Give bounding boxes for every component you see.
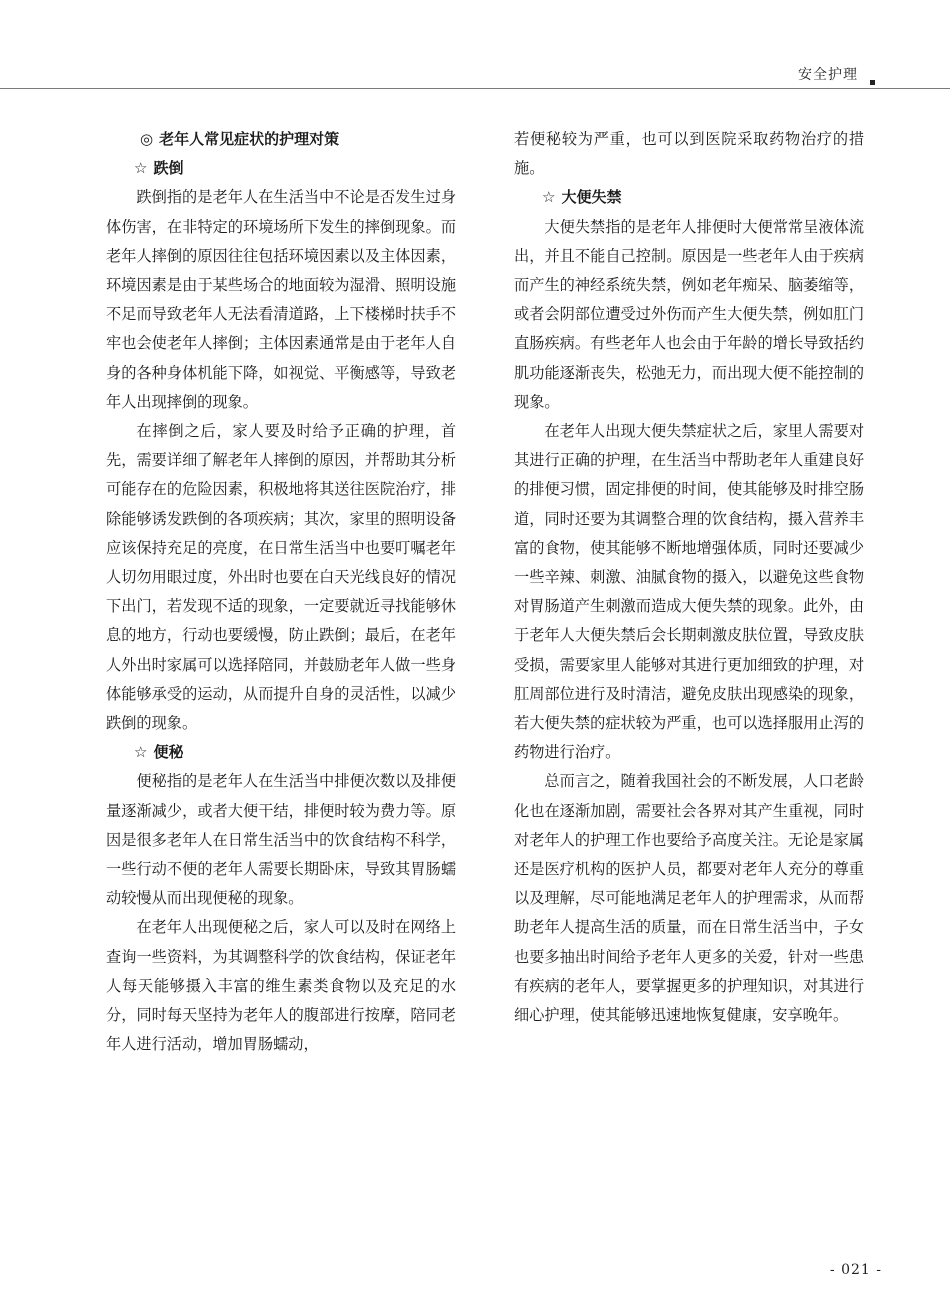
page-number: - 021 - <box>829 1262 882 1278</box>
circle-symbol-icon: ◎ <box>140 130 154 148</box>
star-symbol-icon: ☆ <box>542 188 556 207</box>
section-title: 跌倒 <box>153 159 184 178</box>
right-column <box>514 125 864 1030</box>
section-heading-incontinence <box>514 183 864 212</box>
main-heading-text: 老年人常见症状的护理对策 <box>159 130 340 148</box>
left-column <box>106 125 456 1060</box>
paragraph: 跌倒指的是老年人在生活当中不论是否发生过身体伤害，在非特定的环境场所下发生的摔倒现象。而老年人摔倒的原因往往包括环境因素以及主体因素，环境因素是由于某些场合的地面较为湿滑、照明设施不足而导致老年人无法看清道路，上下楼梯时扶手不牢也会使老年人摔倒；主体因素通常是由于老年人自身的各种身体机能下降，如视觉、平衡感等，导致老年人出现摔倒的现象。 <box>106 188 456 411</box>
section-title: 便秘 <box>153 743 184 762</box>
header-marker <box>870 80 875 85</box>
section-header: 安全护理 <box>798 67 858 83</box>
section-heading-falls <box>106 154 456 183</box>
conclusion-paragraph: 总而言之，随着我国社会的不断发展，人口老龄化也在逐渐加剧，需要社会各界对其产生重视，同时对老年人的护理工作也要给予高度关注。无论是家属还是医疗机构的医护人员，都要对老年人充分的尊重以及理解，尽可能地满足老年人的护理需求，从而帮助老年人提高生活的质量，而在日常生活当中，子女也要多抽出时间给予老年人更多的关爱，针对一些患有疾病的老年人，要掌握更多的护理知识，对其进行细心护理，使其能够迅速地恢复健康，安享晚年。 <box>514 772 864 1025</box>
paragraph: 便秘指的是老年人在生活当中排便次数以及排便量逐渐减少，或者大便干结，排便时较为费力等。原因是很多老年人在日常生活当中的饮食结构不科学，一些行动不便的老年人需要长期卧床，导致其胃肠蠕动较慢从而出现便秘的现象。 <box>106 772 456 908</box>
paragraph: 在摔倒之后，家人要及时给予正确的护理，首先，需要详细了解老年人摔倒的原因，并帮助其分析可能存在的危险因素，积极地将其送往医院治疗，排除能够诱发跌倒的各项疾病；其次，家里的照明设备应该保持充足的亮度，在日常生活当中也要叮嘱老年人切勿用眼过度，外出时也要在白天光线良好的情况下出门，若发现不适的现象，一定要就近寻找能够休息的地方，行动也要缓慢，防止跌倒；最后，在老年人外出时家属可以选择陪同，并鼓励老年人做一些身体能够承受的运动，从而提升自身的灵活性，以减少跌倒的现象。 <box>106 422 456 733</box>
section-heading-constipation <box>106 738 456 767</box>
main-heading <box>106 125 456 154</box>
paragraph: 大便失禁指的是老年人排便时大便常常呈液体流出，并且不能自己控制。原因是一些老年人由于疾病而产生的神经系统失禁，例如老年痴呆、脑萎缩等，或者会阴部位遭受过外伤而产生大便失禁，例如肛门直肠疾病。有些老年人也会由于年龄的增长导致括约肌功能逐渐丧失，松弛无力，而出现大便不能控制的现象。 <box>514 217 864 411</box>
paragraph: 在老年人出现便秘之后，家人可以及时在网络上查询一些资料，为其调整科学的饮食结构，保证老年人每天能够摄入丰富的维生素类食物以及充足的水分，同时每天坚持为老年人的腹部进行按摩，陪同老年人进行活动，增加胃肠蠕动， <box>106 918 456 1054</box>
star-symbol-icon: ☆ <box>134 743 148 762</box>
paragraph-continuation: 若便秘较为严重，也可以到医院采取药物治疗的措施。 <box>514 130 864 178</box>
star-symbol-icon: ☆ <box>134 159 148 178</box>
header-divider <box>0 88 950 89</box>
paragraph: 在老年人出现大便失禁症状之后，家里人需要对其进行正确的护理，在生活当中帮助老年人重建良好的排便习惯，固定排便的时间，使其能够及时排空肠道，同时还要为其调整合理的饮食结构，摄入营养丰富的食物，使其能够不断地增强体质，同时还要减少一些辛辣、刺激、油腻食物的摄入，以避免这些食物对胃肠道产生刺激而造成大便失禁的现象。此外，由于老年人大便失禁后会长期刺激皮肤位置，导致皮肤受损，需要家里人能够对其进行更加细致的护理，对肛周部位进行及时清洁，避免皮肤出现感染的现象，若大便失禁的症状较为严重，也可以选择服用止泻的药物进行治疗。 <box>514 422 864 762</box>
section-title: 大便失禁 <box>561 188 622 207</box>
